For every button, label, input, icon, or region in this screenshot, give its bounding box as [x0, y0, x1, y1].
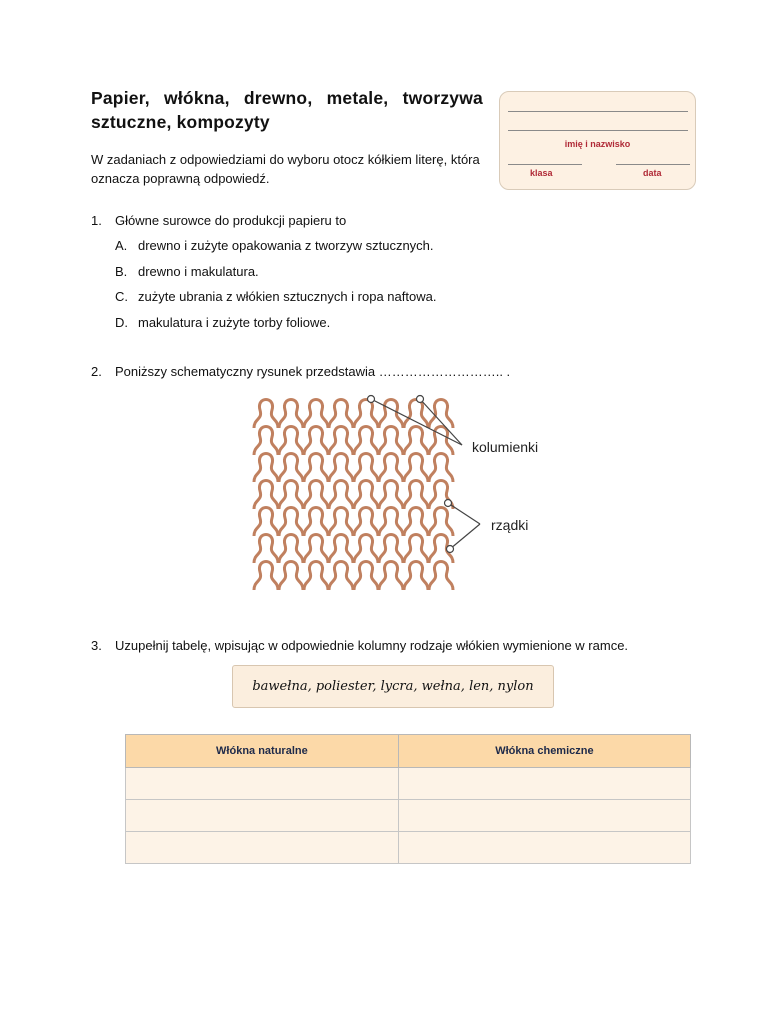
knit-stitch	[354, 427, 378, 456]
knit-stitch	[254, 400, 278, 429]
name-box	[499, 91, 696, 190]
date-line	[616, 164, 690, 165]
knit-stitch	[429, 508, 453, 537]
class-line	[508, 164, 582, 165]
knit-stitch	[354, 400, 378, 429]
knit-stitch	[429, 454, 453, 483]
date-label: data	[643, 168, 662, 178]
knit-stitch	[429, 562, 453, 591]
table-cell-chemical[interactable]	[398, 800, 690, 832]
knit-stitch	[379, 481, 403, 510]
fiber-table	[125, 734, 691, 864]
option-text: drewno i zużyte opakowania z tworzyw sztucznych.	[138, 238, 434, 253]
option-text: zużyte ubrania z włókien sztucznych i ropa naftowa.	[138, 289, 437, 304]
knit-stitch	[329, 562, 353, 591]
knit-stitch	[254, 562, 278, 591]
knit-stitch	[354, 562, 378, 591]
knit-stitch	[304, 562, 328, 591]
option-letter: D.	[115, 315, 128, 330]
knit-stitch	[404, 481, 428, 510]
knit-stitch	[354, 508, 378, 537]
knit-stitch	[304, 535, 328, 564]
class-label: klasa	[530, 168, 553, 178]
knit-stitch	[304, 400, 328, 429]
knit-stitch	[304, 481, 328, 510]
knit-stitch	[304, 454, 328, 483]
option-letter: C.	[115, 289, 128, 304]
knit-stitch	[329, 535, 353, 564]
question-text: Uzupełnij tabelę, wpisując w odpowiednie kolumny rodzaje włókien wymienione w ramce.	[115, 638, 629, 653]
question-text: Główne surowce do produkcji papieru to	[115, 213, 347, 228]
knit-stitch	[279, 535, 303, 564]
knit-stitch	[329, 481, 353, 510]
table-row	[126, 768, 691, 800]
knit-stitch	[304, 427, 328, 456]
knit-stitch	[304, 508, 328, 537]
knit-stitch	[404, 508, 428, 537]
knit-stitch	[404, 427, 428, 456]
columns-label: kolumienki	[472, 439, 539, 455]
table-cell-chemical[interactable]	[398, 768, 690, 800]
table-row	[126, 800, 691, 832]
table-cell-chemical[interactable]	[398, 832, 690, 864]
worksheet-title: Papier, włókna, drewno, metale, tworzywa sztuczne, kompozyty	[91, 88, 483, 132]
knit-stitch	[254, 508, 278, 537]
knit-stitch	[354, 481, 378, 510]
name-label: imię i nazwisko	[564, 139, 631, 149]
instructions: W zadaniach z odpowiedziami do wyboru otocz kółkiem literę, która oznacza poprawną odpowiedź.	[91, 152, 480, 186]
option-text: makulatura i zużyte torby foliowe.	[138, 315, 331, 330]
knit-stitch	[379, 535, 403, 564]
knit-stitch	[354, 535, 378, 564]
header-chemical-fibers: Włókna chemiczne	[398, 735, 690, 768]
name-line-2	[508, 130, 688, 131]
knit-stitch	[379, 508, 403, 537]
question-number: 2.	[91, 364, 102, 379]
question-number: 1.	[91, 213, 102, 228]
knit-stitch	[379, 562, 403, 591]
name-line-1	[508, 111, 688, 112]
knit-stitch	[329, 508, 353, 537]
knit-stitch	[329, 427, 353, 456]
knit-stitch	[379, 427, 403, 456]
knit-stitch	[329, 400, 353, 429]
option-letter: B.	[115, 264, 128, 279]
table-cell-natural[interactable]	[126, 832, 399, 864]
knit-stitch	[279, 508, 303, 537]
knit-stitch	[254, 454, 278, 483]
knit-stitch	[379, 454, 403, 483]
knit-stitch	[279, 454, 303, 483]
knit-stitch	[329, 454, 353, 483]
option-text: drewno i makulatura.	[138, 264, 259, 279]
knit-stitch	[404, 535, 428, 564]
question-number: 3.	[91, 638, 102, 653]
option-letter: A.	[115, 238, 128, 253]
table-header-row	[126, 735, 691, 768]
table-row	[126, 832, 691, 864]
knit-stitch	[254, 481, 278, 510]
knit-stitch	[279, 562, 303, 591]
knit-stitch	[279, 427, 303, 456]
knit-stitch	[254, 427, 278, 456]
rows-label: rządki	[491, 517, 529, 533]
question-text: Poniższy schematyczny rysunek przedstawia ……………………….. .	[115, 364, 511, 379]
knit-stitch	[404, 562, 428, 591]
knit-stitch	[254, 535, 278, 564]
knit-stitch	[404, 454, 428, 483]
knit-stitch	[279, 481, 303, 510]
knit-fabric-diagram	[240, 390, 560, 605]
header-natural-fibers: Włókna naturalne	[126, 735, 399, 768]
table-cell-natural[interactable]	[126, 800, 399, 832]
knit-stitches	[254, 400, 453, 591]
fiber-word-box: bawełna, poliester, lycra, wełna, len, nylon	[232, 665, 554, 708]
knit-stitch	[354, 454, 378, 483]
knit-stitch	[279, 400, 303, 429]
knit-stitch	[429, 400, 453, 429]
table-cell-natural[interactable]	[126, 768, 399, 800]
